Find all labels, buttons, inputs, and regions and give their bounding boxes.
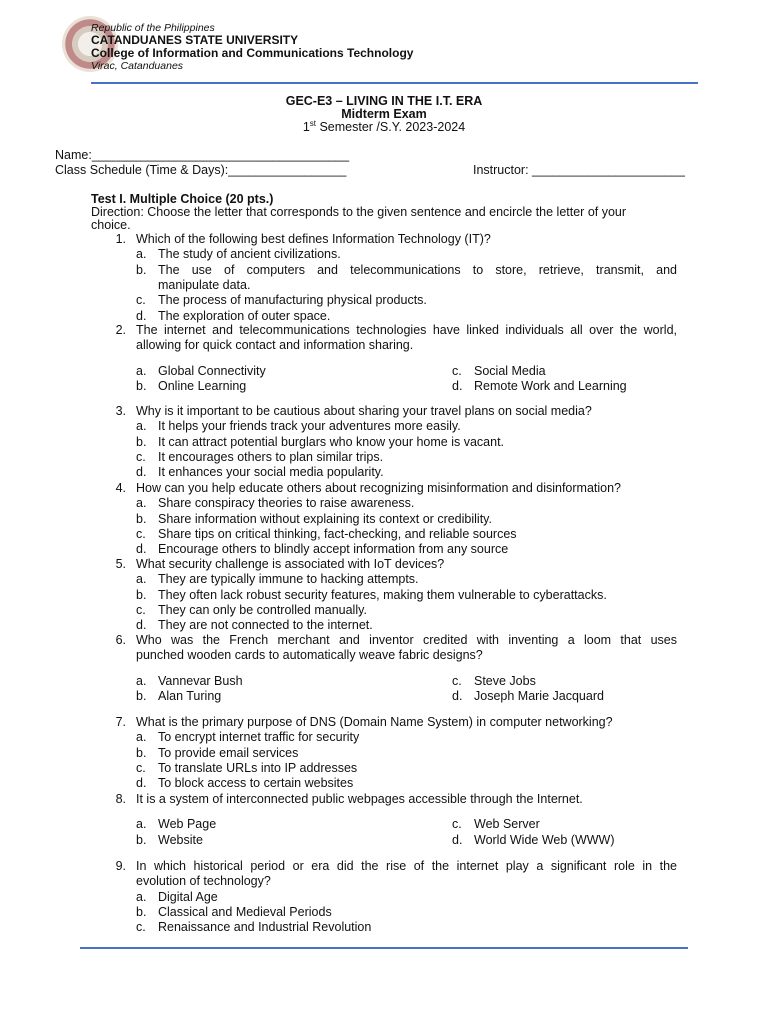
header-university: CATANDUANES STATE UNIVERSITY (91, 33, 299, 47)
test-direction-cont: choice. (91, 218, 131, 232)
semester-line: 1st Semester /S.Y. 2023-2024 (302, 118, 466, 134)
choice-letter: b. (136, 378, 147, 393)
question-text: evolution of technology? (136, 874, 271, 889)
choice-text: Website (158, 832, 203, 847)
choice-text: Steve Jobs (474, 673, 536, 688)
question-text: allowing for quick contact and information sharing. (136, 338, 414, 353)
choice-letter: b. (136, 434, 147, 449)
choice-letter: a. (136, 730, 147, 745)
choice-letter: a. (136, 673, 147, 688)
choice-text: Global Connectivity (158, 363, 266, 378)
choice-text: It enhances your social media popularity. (158, 465, 384, 480)
choice-text: They are typically immune to hacking attempts. (158, 572, 419, 587)
choice-letter: b. (136, 511, 147, 526)
choice-letter: c. (136, 920, 146, 935)
choice-letter: a. (136, 572, 147, 587)
choice-text: Web Server (474, 817, 540, 832)
choice-letter: d. (136, 465, 147, 480)
choice-text: The study of ancient civilizations. (158, 247, 341, 262)
choice-text: Encourage others to blindly accept information from any source (158, 542, 509, 557)
choice-letter: a. (136, 419, 147, 434)
question-number: 7. (115, 715, 126, 729)
header-location: Virac, Catanduanes (91, 60, 184, 72)
choice-letter: d. (452, 688, 463, 703)
choice-text: They are not connected to the internet. (158, 618, 373, 633)
choice-text: Renaissance and Industrial Revolution (158, 920, 372, 935)
choice-letter: c. (452, 363, 462, 378)
choice-text: Social Media (474, 363, 546, 378)
choice-text: They often lack robust security features, making them vulnerable to cyberattacks. (158, 587, 607, 602)
choice-letter: d. (136, 618, 147, 633)
class-schedule-field[interactable]: Class Schedule (Time & Days):_________________ (55, 163, 347, 177)
question-number: 1. (115, 232, 126, 246)
choice-text: Vannevar Bush (158, 673, 243, 688)
choice-text: They can only be controlled manually. (158, 602, 367, 617)
choice-letter: b. (136, 904, 147, 919)
choice-text: To provide email services (158, 745, 299, 760)
choice-text: Remote Work and Learning (474, 378, 627, 393)
choice-text: World Wide Web (WWW) (474, 832, 615, 847)
choice-text: manipulate data. (158, 277, 251, 292)
question-number: 3. (115, 404, 126, 418)
choice-letter: c. (452, 817, 462, 832)
question-text: What is the primary purpose of DNS (Domain Name System) in computer networking? (136, 715, 613, 729)
instructor-field[interactable]: Instructor: ______________________ (473, 163, 685, 177)
question-text: In which historical period or era did the rise of the internet play a significant role in the (136, 859, 677, 873)
choice-letter: d. (136, 308, 147, 323)
name-field[interactable]: Name:_____________________________________ (55, 148, 350, 162)
choice-letter: a. (136, 247, 147, 262)
choice-letter: d. (136, 542, 147, 557)
question-text: It is a system of interconnected public webpages accessible through the Internet. (136, 792, 583, 806)
question-text: What security challenge is associated with IoT devices? (136, 557, 445, 571)
choice-text: Share conspiracy theories to raise awareness. (158, 496, 415, 511)
choice-letter: d. (136, 776, 147, 791)
choice-letter: a. (136, 817, 147, 832)
choice-text: Web Page (158, 817, 217, 832)
choice-text: Digital Age (158, 889, 218, 904)
question-number: 8. (115, 792, 126, 806)
choice-letter: c. (136, 760, 146, 775)
choice-text: The exploration of outer space. (158, 308, 331, 323)
choice-letter: a. (136, 363, 147, 378)
choice-text: Share tips on critical thinking, fact-checking, and reliable sources (158, 526, 517, 541)
course-title: GEC-E3 – LIVING IN THE I.T. ERA (285, 94, 483, 108)
choice-text: Share information without explaining its context or credibility. (158, 511, 492, 526)
choice-text: To encrypt internet traffic for security (158, 730, 360, 745)
choice-letter: c. (136, 449, 146, 464)
choice-letter: b. (136, 832, 147, 847)
choice-letter: c. (452, 673, 462, 688)
choice-text: Alan Turing (158, 688, 222, 703)
choice-text: The use of computers and telecommunications to store, retrieve, transmit, and (158, 262, 677, 277)
choice-letter: b. (136, 745, 147, 760)
choice-text: To block access to certain websites (158, 776, 354, 791)
choice-text: Classical and Medieval Periods (158, 904, 332, 919)
choice-letter: d. (452, 378, 463, 393)
question-number: 4. (115, 481, 126, 495)
exam-type: Midterm Exam (341, 107, 427, 121)
choice-text: It helps your friends track your adventures more easily. (158, 419, 461, 434)
choice-letter: b. (136, 587, 147, 602)
question-text: How can you help educate others about recognizing misinformation and disinformation? (136, 481, 622, 495)
question-text: Who was the French merchant and inventor credited with inventing a loom that uses (136, 633, 677, 647)
choice-letter: b. (136, 262, 147, 277)
question-text: punched wooden cards to automatically weave fabric designs? (136, 648, 483, 663)
choice-letter: a. (136, 496, 147, 511)
choice-letter: c. (136, 602, 146, 617)
choice-text: It encourages others to plan similar trips. (158, 449, 384, 464)
question-text: Why is it important to be cautious about sharing your travel plans on social media? (136, 404, 592, 418)
choice-letter: b. (136, 688, 147, 703)
question-text: Which of the following best defines Information Technology (IT)? (136, 232, 491, 246)
choice-text: Online Learning (158, 378, 247, 393)
test-direction: Direction: Choose the letter that corresponds to the given sentence and encircle the letter of your (91, 205, 627, 219)
header-republic: Republic of the Philippines (91, 22, 215, 34)
header-college: College of Information and Communications Technology (91, 46, 414, 60)
choice-text: It can attract potential burglars who know your home is vacant. (158, 434, 505, 449)
test-title: Test I. Multiple Choice (20 pts.) (91, 192, 274, 206)
choice-text: The process of manufacturing physical products. (158, 293, 427, 308)
question-number: 6. (115, 633, 126, 647)
choice-letter: a. (136, 889, 147, 904)
choice-letter: c. (136, 293, 146, 308)
choice-text: To translate URLs into IP addresses (158, 760, 358, 775)
question-text: The internet and telecommunications technologies have linked individuals all over the world, (136, 323, 677, 337)
question-number: 2. (115, 323, 126, 337)
question-number: 5. (115, 557, 126, 571)
choice-letter: c. (136, 526, 146, 541)
footer-rule (80, 947, 688, 949)
choice-text: Joseph Marie Jacquard (474, 688, 604, 703)
choice-letter: d. (452, 832, 463, 847)
header-rule (91, 82, 698, 84)
question-number: 9. (115, 859, 126, 873)
